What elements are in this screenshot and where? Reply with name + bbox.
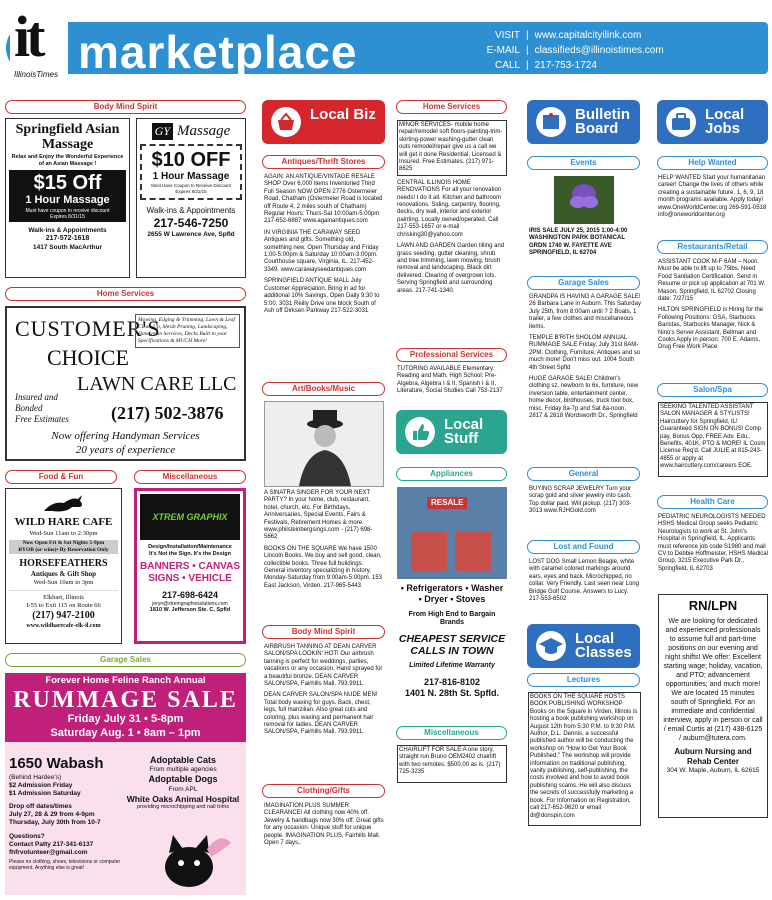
logo-subtitle: IllinoisTimes — [14, 70, 58, 79]
wild-hare-cafe-ad[interactable] — [5, 488, 122, 644]
lawn-years: 20 years of experience — [75, 444, 176, 456]
section-salon-spa: Salon/Spa — [657, 383, 768, 397]
lawn-care-ad[interactable] — [5, 306, 246, 461]
ad-coupon: Must have coupon to receive discount — [25, 207, 110, 214]
rum-dogs: Adoptable Dogs — [148, 774, 218, 785]
phone-number: 217-753-1724 — [534, 60, 597, 71]
iris-flower-photo — [554, 176, 614, 224]
xg-subhead: It's Not the Sign. It's the Design — [148, 550, 232, 557]
illinois-times-logo[interactable] — [10, 2, 68, 82]
section-body-mind-spirit-2: Body Mind Spirit — [262, 625, 385, 639]
hf-location: Elkhart, Illinois — [43, 594, 84, 601]
restaurants-listings — [658, 259, 768, 356]
ad-address: 2655 W Lawrence Ave, Spfld — [147, 230, 235, 238]
ad-address: 1417 South MacArthur — [33, 243, 102, 251]
local-classes-banner — [527, 624, 640, 668]
section-events: Events — [527, 156, 640, 170]
listing-book-workshop: BOOKS ON THE SQUARE HOSTS BOOK PUBLISHING WORKSHOP Books on the Square in Virden, Illinois is hosting a book publishing workshop on August 12th from 5:30 P.M. to 9:30 P.M. Author, D.L. Dennis, a successful published author will be conducting the workshop on "How to Get Your Book Published." The workshop will provide information on traditional publishing, vanity publishing, self-publishing, the costs involved and how to avoid book publishing scams. He will also discuss the secrets of successfully marketing a book. For Information on Registration, call 217-652-9620 or email dl@donspin.com — [530, 694, 638, 819]
rum-friday-admission: $2 Admission Friday — [9, 781, 73, 789]
rum-dogs-sub: From APL — [168, 785, 198, 793]
lawn-customers: CUSTOMER'S — [15, 316, 161, 341]
hf-website[interactable]: www.wildharecafe-elk-il.com — [26, 622, 101, 629]
ap-warranty: Limited Lifetime Warranty — [409, 662, 495, 669]
xg-phone: 217-698-6424 — [161, 589, 219, 600]
banner-title: Bulletin Board — [575, 106, 630, 137]
listing-caraway-seed: IN VIRGINIA THE CARAWAY SEED Antiques and gifts. Something old, something new. Open Thursday and Friday 1:00-5:00pm & Saturday 10:00am-3:00pm. Courthouse square, Virginia, IL. 217-452-3349. www.carawayseedantiques.com — [264, 229, 379, 273]
listing-nude-men: DEAN CARVER SALON/SPA NUDE MEN! Total body waxing for guys. Back, chest, legs, full manzilian. Also great cuts and coloring, plus waxing and permanent hair removal for ladies. DEAN CARVER SALON/SPA, Fairhills Mall. 793.9911. — [264, 692, 378, 736]
ap-store-sign: RESALE — [427, 497, 467, 509]
ap-list-2: • Dryer • Stoves — [418, 594, 486, 605]
lawn-services: Mowing, Edging & Trimming, Lawn & Leaf Clean-Up, Shrub Pruning, Landscaping, Handyman Services, Decks Built to your Specifications & MUCH More! — [135, 314, 240, 348]
email-label: E-MAIL — [486, 45, 520, 56]
rum-contact: Contact Patty 217-341-6137 — [9, 840, 94, 848]
ap-address: 1401 N. 28th St. Spfld. — [404, 688, 500, 698]
rum-behind: (Behind Hardee's) — [9, 773, 62, 781]
local-jobs-banner — [657, 100, 768, 144]
listing-assistant-cook: ASSISTANT COOK M-F 6AM – Noon. Must be able to lift up to 75lbs. Need Food Sanitation Certification. Send in Resume or pick up application at 701 W. Mason, Springfield, IL 62702 Closing date: 7/27/15 — [658, 259, 766, 303]
section-professional-services: Professional Services — [396, 348, 507, 362]
section-body-mind-spirit: Body Mind Spirit — [5, 100, 246, 114]
rum-friday: Friday July 31 • 5-8pm — [67, 712, 184, 725]
banner-title: Local Stuff — [444, 416, 484, 447]
hare-icon — [9, 492, 118, 516]
hf-name: HORSEFEATHERS — [19, 557, 108, 569]
section-lectures: Lectures — [527, 673, 640, 687]
listing-pediatric-neurologists: PEDIATRIC NEUROLOGISTS NEEDED HSHS Medical Group seeks Pediatric Neurologists to work at St. John's Hospital in Springfield, IL. Applicants must reference job code S1980 and mail CV to Debbie Hoffmeister, HSHS Medical Group, 3215 Executive Park Dr., Springfield, IL 62703 — [658, 514, 768, 572]
section-health-care: Health Care — [657, 495, 768, 509]
rum-drop-dates: July 27, 28 & 29 from 4-9pm — [9, 811, 95, 819]
section-home-services-2: Home Services — [396, 100, 507, 114]
rum-hospital: White Oaks Animal Hospital — [126, 793, 240, 804]
xg-address: 1810 W. Jefferson Ste. C, Spfld — [149, 607, 231, 614]
ad-price: $15 Off — [33, 171, 102, 194]
section-garage-sales: Garage Sales — [5, 653, 246, 667]
listing-temple-rummage-sale: TEMPLE B'RITH SHOLOM ANNUAL RUMMAGE SALE Friday, July 31st 8AM-2PM. Clothing, Furniture, Antiques and so much more! Don't miss out. 1004 South 4th Street Spfld — [529, 335, 641, 371]
ad-subtitle: Relax and Enjoy the Wonderful Experience of an Asian Massage ! — [11, 154, 124, 167]
clothing-listings — [264, 803, 384, 851]
whc-open: Now Open Fri & Sat Nights 5-9pm — [9, 540, 118, 547]
lawn-name: LAWN CARE LLC — [77, 373, 237, 395]
section-art-books-music: Art/Books/Music — [262, 382, 385, 396]
professional-listings — [397, 366, 507, 400]
ad-expiry: Expires 8/31/15 — [50, 213, 85, 220]
rum-cats: Adoptable Cats — [149, 755, 216, 765]
banner-title: Local Classes — [575, 630, 632, 661]
section-antiques: Antiques/Thrift Stores — [262, 155, 385, 169]
xg-email[interactable]: jeryn@xtremgraphixsolutions.com — [152, 601, 228, 607]
visit-link[interactable]: www.capitalcityilink.com — [534, 30, 642, 41]
listing-lost-dog: LOST DOG Small Lemon Beagle, white with caramel colored markings around ears, eyes and back. Microchipped, no collar. Very Friendly. Last seen near Long Bridge Golf Course. Answers to Lucy. 217-553-6502 — [529, 559, 639, 603]
listing-home-renovations: CENTRAL ILLINOIS HOME RENOVATIONS For all your renovation needs! I do it all. Kitchen and bathroom renovations. Siding, carpentry, flooring, decks, dry wall, interior and exterior painting. Locally owned/operated. Call 217-553-1657 or e-mail chrisking30@yahoo.com — [397, 179, 502, 238]
bulletin-board-banner — [527, 100, 640, 144]
section-miscellaneous-2: Miscellaneous — [396, 726, 507, 740]
hf-phone: (217) 947-2100 — [32, 610, 95, 622]
rum-address: 1650 Wabash — [9, 755, 104, 772]
ap-phone: 217-816-8102 — [423, 676, 481, 687]
xtrem-graphix-ad[interactable] — [134, 488, 246, 644]
asian-massage-ad[interactable] — [5, 118, 130, 278]
hf-hours: Wed-Sun 10am to 3pm — [33, 578, 94, 586]
bms-listings — [264, 644, 384, 741]
health-listings — [658, 514, 768, 577]
section-appliances: Appliances — [396, 467, 507, 481]
gy-logo: GY — [152, 123, 173, 140]
section-food-fun: Food & Fun — [5, 470, 117, 484]
home-services-listings — [397, 120, 507, 299]
hf-exit: I-55 to Exit 115 on Route 66 — [26, 602, 101, 610]
ad-hour: 1 Hour Massage — [152, 170, 230, 182]
rn-body: We are looking for dedicated and experienced professionals to assume full and part-time positions on our evening and night shifts! We offer: Excellent starting wage; holiday, vacation, and PTO; advancement opportunities; and much more! We are located 15 minutes south of Springfield. For an immediate and confidential interview, apply in person or call / email Curtis at (217) 438-6125 / auburn@tutera.com. — [663, 618, 763, 743]
shopping-basket-icon — [270, 106, 302, 138]
rum-saturday: Saturday Aug. 1 • 8am – 1pm — [50, 726, 201, 739]
local-stuff-banner — [396, 410, 507, 454]
listing-hilton-springfield: HILTON SPRINGFIELD is Hiring for the Following Positions: GSA, Starbucks Baristas, Starbucks Manager, Nick & Nino's Server Assistant, Bellman and Cooks Apply in person: 700 E. Adams, Drug Free Work Place — [658, 307, 764, 351]
misc-listings — [397, 745, 507, 783]
lost-found-listings — [529, 559, 641, 607]
call-label: CALL — [494, 60, 520, 71]
listing-haircuttery: SEEKING TALENTED ASSISTANT SALON MANAGER & STYLISTS! Haircuttery for Springfield, IL! Guaranteed SIGN ON BONUS! Comp pay, Bonus Opp, FREE Adv. Edu., Benefits, 401K, PTO & MORE! IL Cosm License Req'd. Call JULIE at 815-243-4855 or apply at www.haircuttery.com/careers EOE. — [660, 404, 766, 470]
listing-sinatra-singer: A SINATRA SINGER FOR YOUR NEXT PARTY? In your home, club, restaurant, hotel, church, etc. For Birthdays, Anniversaries, Special Events, Fairs & Festivals, Retirement Homes & more. www.philsteinbergsings.com - (217) 698-5662 — [264, 490, 373, 541]
appliance-resale-ad[interactable] — [397, 487, 507, 715]
appliance-photo — [397, 487, 507, 579]
rum-saturday-admission: $1 Admission Saturday — [9, 790, 81, 797]
lawn-offer: Now offering Handyman Services — [51, 430, 200, 442]
briefcase-icon — [665, 106, 697, 138]
xg-items-2: SIGNS • VEHICLE — [148, 573, 232, 585]
rum-title: RUMMAGE SALE — [13, 686, 238, 713]
listing-iris-sale: IRIS SALE JULY 25, 2015 1:00-4:00 WASHINGTON PARK BOTANICAL GRDN 1740 W. FAYETTE AVE SPRINGFIELD, IL 62704 — [529, 228, 628, 257]
lawn-insured: Insured and Bonded — [15, 392, 58, 414]
xg-items-1: BANNERS • CANVAS — [140, 560, 240, 572]
lectures-listings — [528, 692, 641, 826]
xg-headline: Design/Installation/Maintenance — [148, 544, 232, 550]
section-garage-sales-2: Garage Sales — [527, 276, 640, 290]
gy-massage-ad[interactable] — [136, 118, 246, 278]
page-title: marketplace — [78, 26, 358, 78]
garage-listings — [529, 294, 641, 425]
events-listings — [529, 228, 641, 262]
ad-title: Springfield Asian Massage — [15, 122, 120, 152]
ad-coupon: Must Have Coupon to Receive Discount — [151, 183, 231, 189]
listing-airbrush-tanning: AIRBRUSH TANNING AT DEAN CARVER SALON/SPA LOOKIN' HOT! Our airbrush tanning is perfect for weddings, parties, vacations or any occasion. Hand sprayed for a beautiful bronze. DEAN CARVER SALON/SPA, Fairhills Mall. 793.9911. — [264, 644, 383, 688]
listing-huge-garage-sale: HUGE GARAGE SALE! Children's clothing sz. newborn to 6x, furniture, new inversion table, entertainment center, home decor, birdhouses, truck tool box, misc. Friday 8a-7p and Sat 8a-noon. 2817 & 2818 Wordsworth Dr., Springfield — [529, 376, 639, 420]
section-lost-found: Lost and Found — [527, 540, 640, 554]
local-biz-banner — [262, 100, 385, 144]
visit-label: VISIT — [494, 30, 520, 41]
rum-questions: Questions? — [9, 832, 45, 840]
lawn-phone: (217) 502-3876 — [111, 403, 224, 423]
rum-cats-sub: From multiple agencies — [149, 766, 217, 774]
section-restaurants-retail: Restaurants/Retail — [657, 240, 768, 254]
whc-byob: BYOB (or wine)• By Reservation Only — [9, 547, 118, 554]
graduation-cap-icon — [535, 630, 567, 662]
listing-humanitarian-career: HELP WANTED Start your humanitarian career! Change the lives of others while creating a sustainable future. 1, 6, 9, 18 month programs available. Apply today! www.OneWorldCenter.org 269-591-0518 info@oneworldcenter.org — [658, 175, 767, 219]
section-home-services: Home Services — [5, 287, 246, 301]
banner-title: Local Jobs — [705, 106, 745, 137]
cat-illustration-icon — [155, 821, 233, 895]
gy-name: Massage — [177, 123, 231, 139]
ap-list-1: • Refrigerators • Washer — [400, 583, 504, 593]
rn-facility-name: Auburn Nursing and Rehab Center — [674, 747, 752, 767]
listing-minor-services: MINOR SERVICES- mobile home repair/remodel soft floors-painting-trim-skirting-power washing-gutter clean outs remodel/repair give us a call we will get it done Residential, Licensed & Insured. Free Estimates. (217) 971-8625 — [397, 120, 507, 176]
help-wanted-listings — [658, 175, 768, 223]
listing-again-antique: AGAIN: AN ANTIQUE/VINTAGE RESALE SHOP Over 6,000 items Inventoried Third Full Season NOW OPEN 2776 Ostermeier Road, Chatham (Ostermeier Road is located off Route 4, 2 miles south of Chatham) Regular Hours: Thurs-Sat 10:00am-5:00pm 217-652-6887 www.againantiques.com — [264, 174, 383, 225]
lawn-choice: CHOICE — [47, 345, 129, 370]
ad-walkins: Walk-ins & Appointments — [28, 227, 107, 234]
banner-title: Local Biz — [310, 106, 376, 123]
section-clothing-gifts: Clothing/Gifts — [262, 784, 385, 798]
logo-mark: it — [14, 4, 42, 69]
bulletin-board-icon — [535, 106, 567, 138]
header — [0, 0, 772, 88]
thumbs-up-icon — [404, 416, 436, 448]
listing-tutoring: TUTORING AVAILABLE Elementary: Reading and Math, High School: Pre-Algebra, Algebra I & II, Spanish I & II, Literature, Social Studies Call 753-2137 — [397, 366, 503, 395]
rum-email[interactable]: fhfrvolunteer@gmail.com — [9, 848, 88, 856]
sinatra-singer-photo — [264, 401, 384, 487]
section-general: General — [527, 467, 640, 481]
listing-springfield-antique-mall: SPRINGFIELD ANTIQUE MALL July Customer Appreciation. Bring in ad for additional 10% Savings. Open Daily 9:30 to 5:00. 3031 Reilly Drive one block South of Ash off Dirksen Parkway 217-522-3031 — [264, 278, 380, 314]
rum-top: Forever Home Feline Ranch Annual — [45, 675, 206, 686]
ad-expiry: Expires 8/31/15 — [175, 188, 207, 194]
ad-walkins: Walk-ins & Appointments — [146, 205, 236, 215]
salon-listings — [658, 402, 768, 477]
ap-cheapest: CHEAPEST SERVICE CALLS IN TOWN — [398, 633, 506, 657]
rummage-sale-ad[interactable] — [5, 673, 246, 895]
antiques-listings — [264, 174, 384, 319]
general-listings — [529, 486, 641, 520]
rum-hospital-sub: providing microchipping and nail trims — [136, 804, 229, 811]
rn-lpn-ad[interactable] — [658, 594, 768, 818]
ad-phone: 217-572-1618 — [45, 235, 90, 243]
contact-info: VISIT | www.capitalcityilink.com E-MAIL | classifieds@illinoistimes.com CALL | 217-753-1724 — [486, 30, 664, 71]
ad-hour: 1 Hour Massage — [25, 193, 110, 206]
whc-hours: Wed-Sun 11am to 2:30pm — [29, 529, 98, 537]
rn-address: 304 W. Maple, Auburn, IL 62615 — [666, 767, 760, 775]
rum-note: Please no clothing, shoes, televisions or computer equipment. Anything else is great! — [9, 858, 121, 872]
listing-scrap-jewelry: BUYING SCRAP JEWELRY Turn your scrap gold and silver jewelry into cash. Top dollar paid. Will pickup. (217) 303-3013 www.RJHGold.com — [529, 486, 632, 515]
xg-logo: XTREM GRAPHIX — [140, 494, 240, 540]
listing-books-on-square: BOOKS ON THE SQUARE We have 1500 Lincoln Books. We buy and sell good, clean, collectible books. Three full buildings. General inventory specializing in history. Monday-Saturday from 9:00am-5:00pm. 153 East Jackson, Virden. 217-965-5443 — [264, 545, 383, 589]
listing-grandpa-garage-sale: GRANDPA IS HAVING A GARAGE SALE! 26 Barbara Lane in Auburn. This Saturday July 25th, from 8:00am until ? 2 Boats, 1 trailer, a few clothes and miscellaneous items. — [529, 294, 641, 330]
whc-name: WILD HARE CAFE — [14, 516, 113, 528]
ad-price: $10 OFF — [151, 148, 231, 171]
hf-sub: Antiques & Gift Shop — [30, 570, 97, 579]
section-help-wanted: Help Wanted — [657, 156, 768, 170]
art-listings — [264, 490, 384, 594]
rum-drop-label: Drop off dates/times — [9, 803, 72, 811]
rum-thursday: Thursday, July 30th from 10-7 — [9, 819, 101, 827]
listing-lawn-garden: LAWN AND GARDEN Garden tilling and grass seeding, gutter cleaning, shrub and tree trimming, lawn mowing, brush removal and landscaping. Black dirt delivered. Clearing of overgrown lots. Serving Springfield and surrounding areas. 217-741-1340. — [397, 243, 505, 294]
email-link[interactable]: classifieds@illinoistimes.com — [534, 45, 664, 56]
ad-phone: 217-546-7250 — [153, 215, 229, 230]
section-miscellaneous: Miscellaneous — [134, 470, 246, 484]
lawn-free-estimates: Free Estimates — [15, 414, 69, 424]
rn-title: RN/LPN — [688, 598, 738, 613]
ap-from: From High End to Bargain Brands — [408, 610, 496, 627]
listing-chairlift: CHAIRLIFT FOR SALE A one story, straight run Bruno OEM2402 chairlift with two remotes. $500.00 as is. (217) 725-3235 — [399, 747, 501, 776]
listing-imagination-plus: IMAGINATION PLUS SUMMER CLEARANCE! All clothing now 40% off. Jewelry & handbags now 30% off. Great gifts for any occasion. Unique stuff for unique people. IMAGINATION PLUS, Fairhills Mall. Open 7 days,. — [264, 803, 384, 847]
